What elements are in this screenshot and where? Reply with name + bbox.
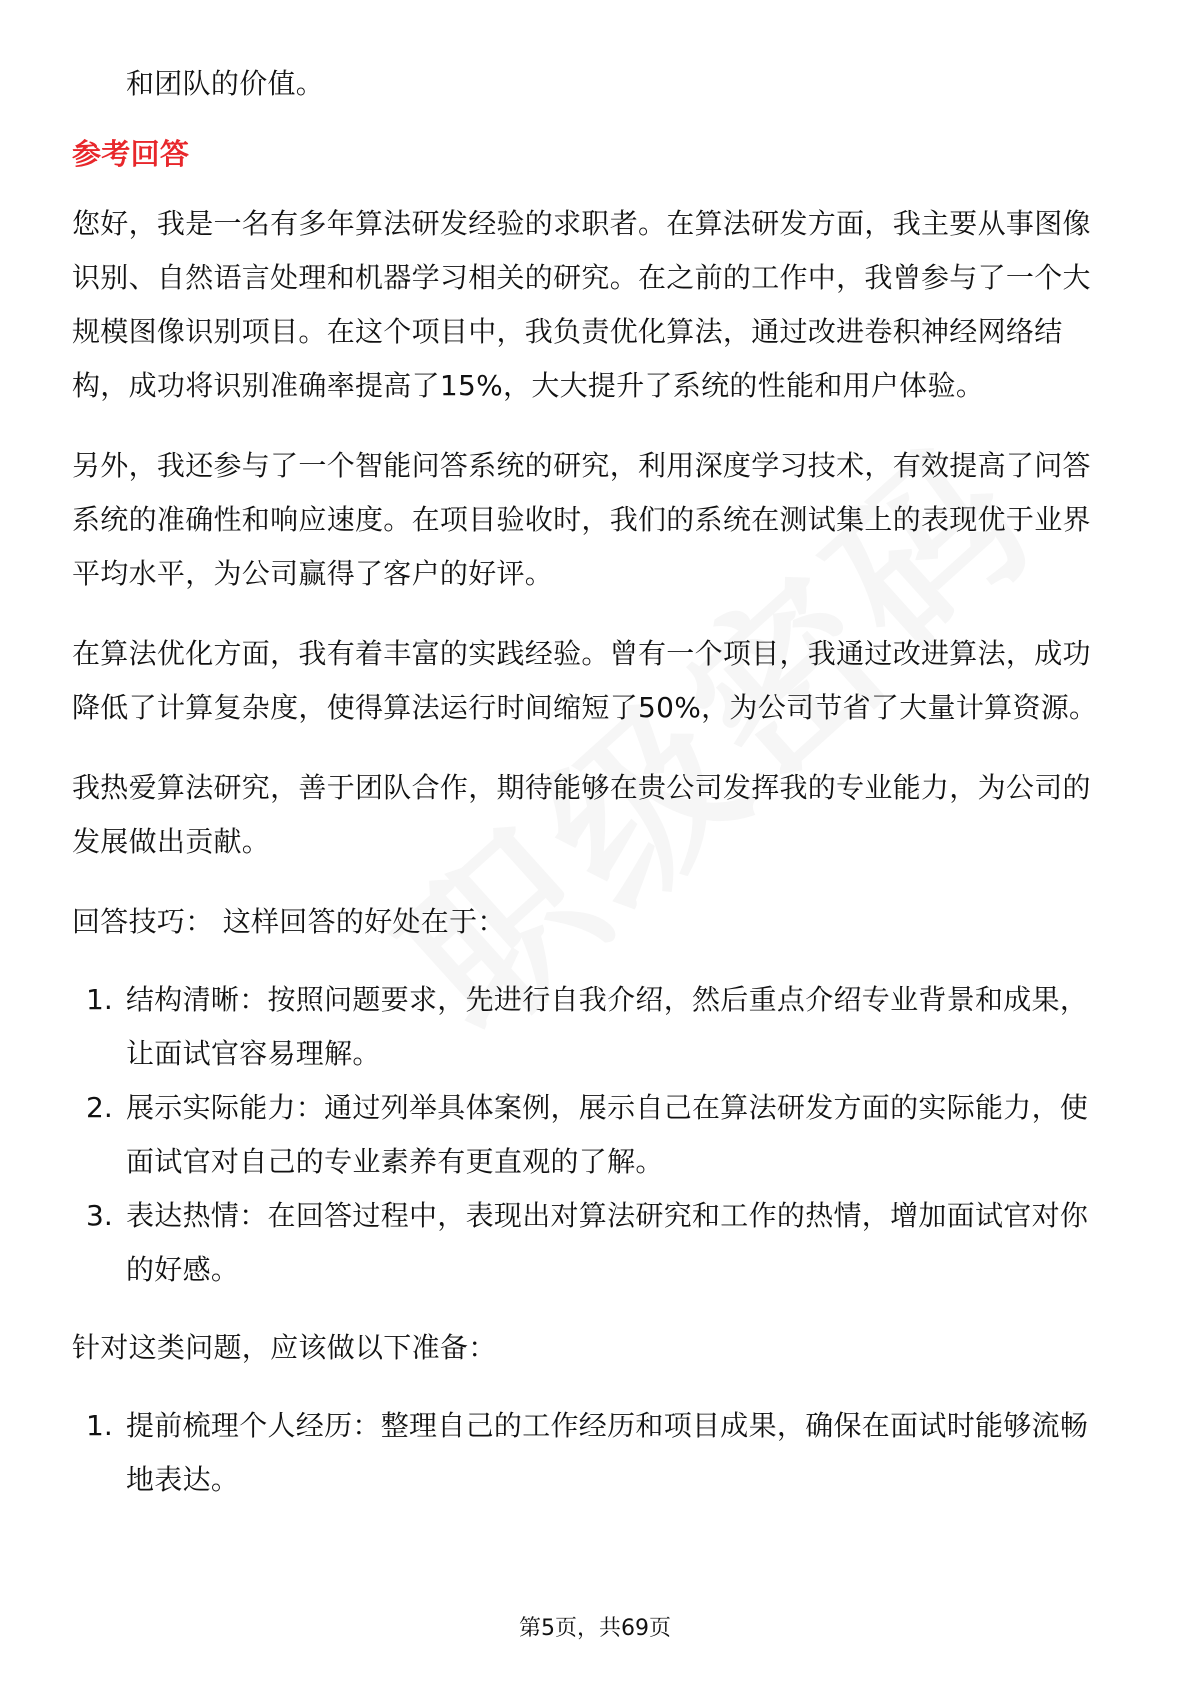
list-number: 1. bbox=[86, 1409, 113, 1442]
list-line: 提前梳理个人经历：整理自己的工作经历和项目成果，确保在面试时能够流畅 bbox=[126, 1409, 1089, 1442]
paragraph-line: 我热爱算法研究，善于团队合作，期待能够在贵公司发挥我的专业能力，为公司的 bbox=[72, 771, 1091, 804]
list-line: 展示实际能力：通过列举具体案例，展示自己在算法研发方面的实际能力，使 bbox=[126, 1091, 1089, 1124]
prep-heading: 针对这类问题，应该做以下准备： bbox=[72, 1331, 497, 1364]
paragraph-line: 规模图像识别项目。在这个项目中，我负责优化算法，通过改进卷积神经网络结 bbox=[72, 315, 1063, 348]
paragraph-line: 您好，我是一名有多年算法研发经验的求职者。在算法研发方面，我主要从事图像 bbox=[72, 207, 1091, 240]
list-line: 面试官对自己的专业素养有更直观的了解。 bbox=[126, 1145, 664, 1178]
tips-heading: 回答技巧： 这样回答的好处在于： bbox=[72, 905, 506, 938]
section-heading: 参考回答 bbox=[72, 137, 190, 171]
intro-tail-line: 和团队的价值。 bbox=[126, 67, 325, 100]
page-footer: 第5页，共69页 bbox=[519, 1616, 671, 1641]
list-line: 让面试官容易理解。 bbox=[126, 1037, 381, 1070]
list-line: 的好感。 bbox=[126, 1253, 240, 1286]
paragraph-line: 降低了计算复杂度，使得算法运行时间缩短了50%，为公司节省了大量计算资源。 bbox=[72, 691, 1098, 724]
paragraph-line: 识别、自然语言处理和机器学习相关的研究。在之前的工作中，我曾参与了一个大 bbox=[72, 261, 1091, 294]
list-number: 2. bbox=[86, 1091, 113, 1124]
paragraph-line: 在算法优化方面，我有着丰富的实践经验。曾有一个项目，我通过改进算法，成功 bbox=[72, 637, 1091, 670]
paragraph-line: 系统的准确性和响应速度。在项目验收时，我们的系统在测试集上的表现优于业界 bbox=[72, 503, 1091, 536]
paragraph-line: 平均水平，为公司赢得了客户的好评。 bbox=[72, 557, 554, 590]
list-line: 结构清晰：按照问题要求，先进行自我介绍，然后重点介绍专业背景和成果， bbox=[126, 983, 1089, 1016]
paragraph-line: 构，成功将识别准确率提高了15%，大大提升了系统的性能和用户体验。 bbox=[72, 369, 985, 402]
list-line: 表达热情：在回答过程中，表现出对算法研究和工作的热情，增加面试官对你 bbox=[126, 1199, 1089, 1232]
list-line: 地表达。 bbox=[126, 1463, 240, 1496]
paragraph-line: 另外，我还参与了一个智能问答系统的研究，利用深度学习技术，有效提高了问答 bbox=[72, 449, 1091, 482]
paragraph-line: 发展做出贡献。 bbox=[72, 825, 271, 858]
list-number: 1. bbox=[86, 983, 113, 1016]
list-number: 3. bbox=[86, 1199, 113, 1232]
